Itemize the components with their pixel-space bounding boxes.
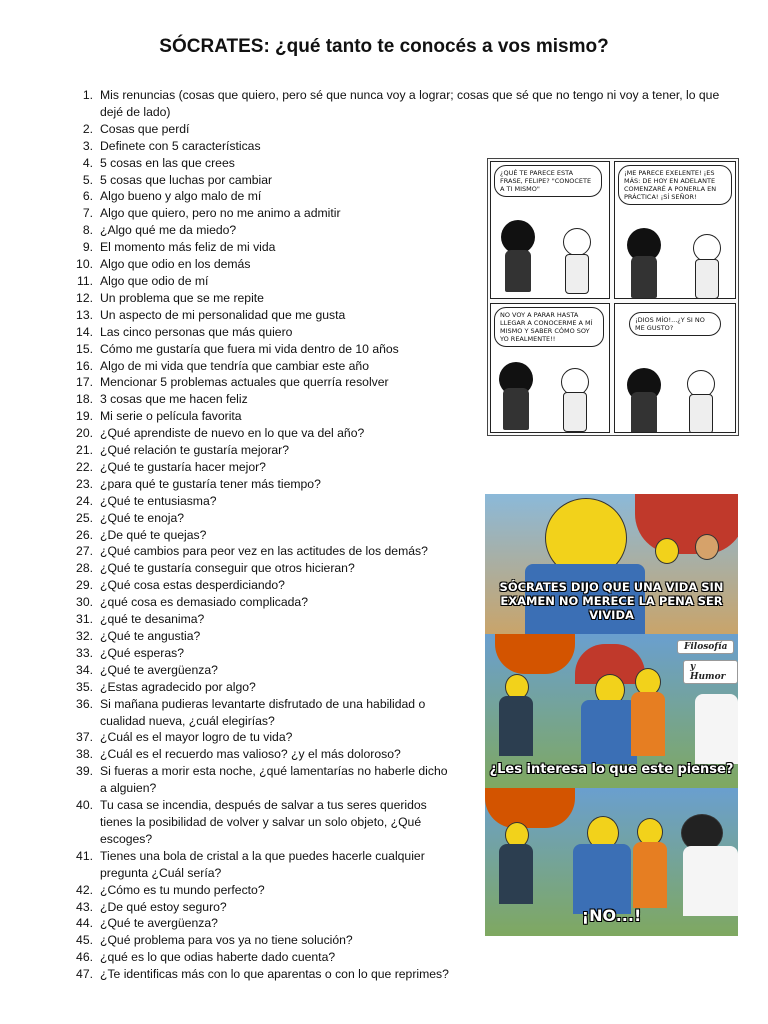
item-text: Si mañana pudieras levantarte disfrutado de una habilidad o cualidad nueva, ¿cuál elegirías? xyxy=(100,696,426,728)
felipe-figure xyxy=(563,228,591,256)
meme-frame-2 xyxy=(485,634,738,788)
item-number: 18. xyxy=(76,392,93,407)
comic-bubble-4: ¡DIOS MÍO!...¿Y SI NO ME GUSTO? xyxy=(629,312,721,336)
item-text: ¿Qué te entusiasma? xyxy=(100,493,217,508)
item-number: 10. xyxy=(76,257,93,272)
item-text: ¿Qué cambios para peor vez en las actitudes de los demás? xyxy=(100,544,428,559)
item-text: Algo que quiero, pero no me animo a admitir xyxy=(100,206,341,221)
item-text: ¿Te identificas más con lo que aparentas o con lo que reprimes? xyxy=(100,967,449,982)
item-number: 25. xyxy=(76,510,93,525)
item-number: 14. xyxy=(76,324,93,339)
item-text: 5 cosas en las que crees xyxy=(100,155,235,170)
item-number: 11. xyxy=(76,273,93,288)
item-text: Tienes una bola de cristal a la que puedes hacerle cualquier pregunta ¿Cuál sería? xyxy=(100,848,425,880)
item-number: 44. xyxy=(76,916,93,931)
item-number: 5. xyxy=(82,172,93,187)
item-text: ¿Qué aprendiste de nuevo en lo que va del año? xyxy=(100,426,365,441)
item-text: 5 cosas que luchas por cambiar xyxy=(100,172,273,187)
item-text: ¿Estas agradecido por algo? xyxy=(100,679,256,694)
item-number: 3. xyxy=(82,138,93,153)
felipe-figure xyxy=(693,234,721,262)
item-number: 39. xyxy=(76,764,93,779)
list-item xyxy=(60,121,725,138)
item-number: 38. xyxy=(76,747,93,762)
item-number: 21. xyxy=(76,443,93,458)
item-number: 47. xyxy=(76,967,93,982)
item-text: ¿Qué te avergüenza? xyxy=(100,662,218,677)
item-text: Cosas que perdí xyxy=(100,121,190,136)
item-number: 28. xyxy=(76,561,93,576)
item-text: Un aspecto de mi personalidad que me gusta xyxy=(100,307,346,322)
meme-frame-1 xyxy=(485,494,738,634)
comic-bubble-1: ¿QUÉ TE PARECE ESTA FRASE, FELIPE? "CONOCETE A TI MISMO" xyxy=(494,165,602,197)
item-text: ¿Qué te enoja? xyxy=(100,510,185,525)
item-text: ¿para qué te gustaría tener más tiempo? xyxy=(100,476,321,491)
item-text: ¿Algo qué me da miedo? xyxy=(100,223,237,238)
item-text: Algo de mi vida que tendría que cambiar este año xyxy=(100,358,369,373)
comic-bubble-2: ¡ME PARECE EXELENTE! ¡ES MÁS: DE HOY EN ADELANTE COMENZARÉ A PONERLA EN PRÁCTICA! ¡SÍ SEÑOR! xyxy=(618,165,732,205)
item-text: Algo bueno y algo malo de mí xyxy=(100,189,262,204)
list-item xyxy=(60,442,725,459)
item-number: 20. xyxy=(76,426,93,441)
item-number: 4. xyxy=(82,155,93,170)
item-number: 6. xyxy=(82,189,93,204)
item-text: 3 cosas que me hacen feliz xyxy=(100,392,248,407)
mafalda-figure xyxy=(501,220,535,254)
item-number: 41. xyxy=(76,848,93,863)
item-text: Las cinco personas que más quiero xyxy=(100,324,293,339)
item-text: ¿Qué cosa estas desperdiciando? xyxy=(100,578,285,593)
item-number: 15. xyxy=(76,341,93,356)
meme-caption-1: SÓCRATES DIJO QUE UNA VIDA SIN EXAMEN NO MERECE LA PENA SER VIVIDA xyxy=(499,580,724,622)
item-text: Un problema que se me repite xyxy=(100,290,264,305)
list-item xyxy=(60,87,725,121)
item-text: ¿Cómo es tu mundo perfecto? xyxy=(100,882,265,897)
simpsons-meme xyxy=(485,494,738,936)
mafalda-comic xyxy=(487,158,739,436)
item-number: 30. xyxy=(76,595,93,610)
item-number: 12. xyxy=(76,290,93,305)
item-number: 43. xyxy=(76,899,93,914)
comic-panel-4 xyxy=(614,303,736,433)
item-number: 24. xyxy=(76,493,93,508)
item-number: 23. xyxy=(76,476,93,491)
item-number: 45. xyxy=(76,933,93,948)
item-text: ¿Qué te angustia? xyxy=(100,629,201,643)
comic-bubble-3: NO VOY A PARAR HASTA LLEGAR A CONOCERME A MÍ MISMO Y SABER CÓMO SOY YO REALMENTE!! xyxy=(494,307,604,347)
item-number: 46. xyxy=(76,950,93,965)
item-number: 33. xyxy=(76,645,93,660)
item-text: Mis renuncias (cosas que quiero, pero sé que nunca voy a lograr; cosas que sé que no tengo ni voy a tener, lo que dejé de lado) xyxy=(100,88,720,119)
item-number: 31. xyxy=(76,612,93,627)
item-text: Definete con 5 características xyxy=(100,138,261,153)
item-text: Mi serie o película favorita xyxy=(100,409,242,424)
item-number: 7. xyxy=(82,206,93,221)
item-number: 29. xyxy=(76,578,93,593)
item-number: 19. xyxy=(76,409,93,424)
item-text: Algo que odio de mí xyxy=(100,273,209,288)
item-text: Tu casa se incendia, después de salvar a tus seres queridos tienes la posibilidad de volver y salvar un solo objeto, ¿Qué escoges? xyxy=(100,798,427,846)
comic-panel-2 xyxy=(614,161,736,299)
item-text: ¿Qué te gustaría conseguir que otros hicieran? xyxy=(100,561,355,576)
list-item xyxy=(60,459,725,476)
item-text: El momento más feliz de mi vida xyxy=(100,240,276,255)
list-item xyxy=(60,949,725,966)
item-text: ¿Qué problema para vos ya no tiene solución? xyxy=(100,933,353,948)
item-number: 8. xyxy=(82,223,93,238)
item-number: 9. xyxy=(82,240,93,255)
item-number: 16. xyxy=(76,358,93,373)
item-text: ¿qué te desanima? xyxy=(100,612,205,627)
meme-caption-2: ¿Les interesa lo que este piense? xyxy=(489,762,734,777)
item-text: Si fueras a morir esta noche, ¿qué lamentarías no haberle dicho a alguien? xyxy=(100,764,448,796)
meme-badge-2: y Humor xyxy=(683,660,738,684)
list-item xyxy=(60,476,725,493)
item-number: 27. xyxy=(76,544,93,559)
item-text: ¿De qué estoy seguro? xyxy=(100,899,227,914)
item-number: 36. xyxy=(76,696,93,711)
item-text: ¿qué cosa es demasiado complicada? xyxy=(100,595,308,610)
item-text: ¿Cuál es el recuerdo mas valioso? ¿y el más doloroso? xyxy=(100,747,401,762)
item-number: 17. xyxy=(76,375,93,390)
meme-caption-3: ¡NO...! xyxy=(581,906,642,925)
item-text: ¿Qué te gustaría hacer mejor? xyxy=(100,459,266,474)
item-number: 22. xyxy=(76,459,93,474)
item-number: 1. xyxy=(82,88,93,102)
item-text: ¿Qué relación te gustaría mejorar? xyxy=(100,443,289,458)
item-text: ¿qué es lo que odias haberte dado cuenta? xyxy=(100,950,336,965)
comic-panel-1 xyxy=(490,161,610,299)
meme-badge-1: Filosofía xyxy=(677,640,734,654)
item-number: 26. xyxy=(76,527,93,542)
item-text: ¿Qué esperas? xyxy=(100,645,185,660)
item-number: 13. xyxy=(76,307,93,322)
item-number: 40. xyxy=(76,798,93,813)
item-number: 2. xyxy=(82,121,93,136)
item-text: Cómo me gustaría que fuera mi vida dentro de 10 años xyxy=(100,341,399,356)
item-text: ¿De qué te quejas? xyxy=(100,527,207,542)
item-text: ¿Cuál es el mayor logro de tu vida? xyxy=(100,730,293,745)
list-item xyxy=(60,138,725,155)
item-number: 35. xyxy=(76,679,93,694)
item-text: Algo que odio en los demás xyxy=(100,257,251,272)
meme-frame-3 xyxy=(485,788,738,936)
item-number: 32. xyxy=(76,629,93,643)
item-number: 37. xyxy=(76,730,93,745)
comic-panel-3 xyxy=(490,303,610,433)
item-number: 34. xyxy=(76,662,93,677)
page-title: SÓCRATES: ¿qué tanto te conocés a vos mismo? xyxy=(159,36,609,57)
item-text: Mencionar 5 problemas actuales que querría resolver xyxy=(100,375,389,390)
list-item xyxy=(60,966,725,983)
item-number: 42. xyxy=(76,882,93,897)
item-text: ¿Qué te avergüenza? xyxy=(100,916,218,931)
